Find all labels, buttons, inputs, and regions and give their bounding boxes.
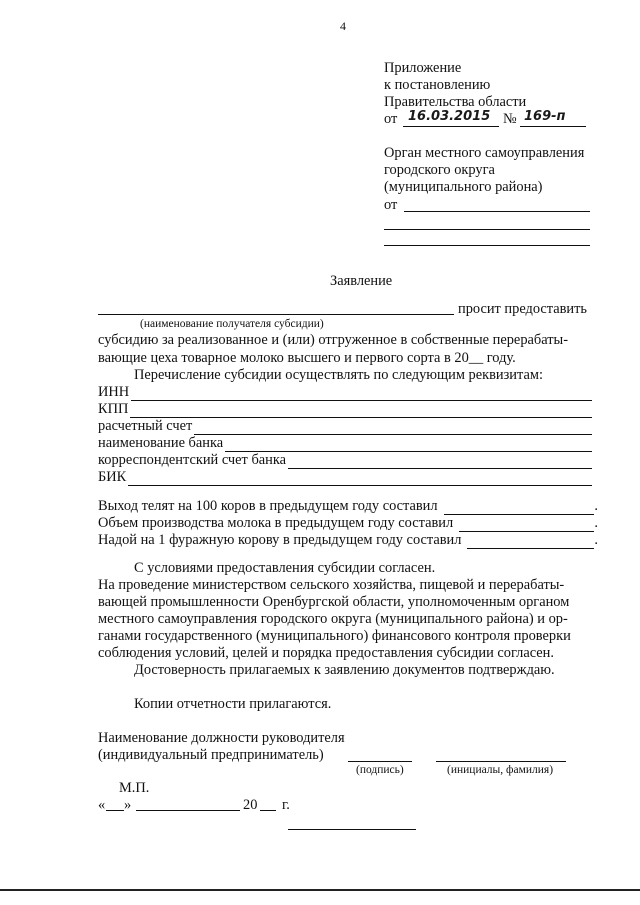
agreement-p2-line-1: На проведение министерством сельского хозяйства, пищевой и перерабаты- <box>98 577 565 593</box>
appendix-number-label: № <box>503 111 517 127</box>
appendix-from-label: от <box>384 111 398 127</box>
date-close-quote: » <box>124 797 132 813</box>
requisite-label: наименование банка <box>98 435 224 451</box>
indicator-fill-line <box>444 502 595 515</box>
requisite-fill-line <box>131 388 592 401</box>
appendix-line-1: Приложение <box>384 60 462 76</box>
agreement-line-4: Копии отчетности прилагаются. <box>134 696 332 712</box>
signature-title-line-2: (индивидуальный предприниматель) <box>98 747 324 763</box>
page-bottom-border <box>0 889 640 891</box>
document-title: Заявление <box>330 273 393 289</box>
recipient-name-line <box>98 314 454 315</box>
indicator-text: Объем производства молока в предыдущем году составил <box>98 515 454 531</box>
appendix-date: 16.03.2015 <box>408 109 491 124</box>
indicator-calves <box>98 498 598 515</box>
requisite-label: корреспондентский счет банка <box>98 452 287 468</box>
agreement-line-3: Достоверность прилагаемых к заявлению документов подтверждаю. <box>134 662 555 678</box>
indicator-text: Выход телят на 100 коров в предыдущем году составил <box>98 498 438 514</box>
appendix-number: 169-п <box>524 109 566 124</box>
agreement-p2-line-5: соблюдения условий, целей и порядка предоставления субсидии согласен. <box>98 645 554 661</box>
intro-requests: просит предоставить <box>458 301 587 317</box>
requisite-bank-name <box>98 435 592 452</box>
requisite-label: БИК <box>98 469 127 485</box>
requisite-inn <box>98 384 592 401</box>
requisite-label: расчетный счет <box>98 418 193 434</box>
date-open-quote: « <box>98 797 106 813</box>
agreement-p2-line-2: вающей промышленности Оренбургской области, уполномоченным органом <box>98 594 570 610</box>
requisite-label: ИНН <box>98 384 130 400</box>
page-number: 4 <box>340 19 346 33</box>
requisite-corr-account <box>98 452 592 469</box>
appendix-number-line <box>520 126 586 127</box>
recipient-line-1: Орган местного самоуправления <box>384 145 585 161</box>
indicator-end: . <box>594 515 598 531</box>
intro-line-2: субсидию за реализованное и (или) отгруженное в собственные перерабаты- <box>98 332 568 348</box>
signature-line <box>348 761 412 762</box>
indicator-end: . <box>594 498 598 514</box>
requisite-fill-line <box>130 405 592 418</box>
stamp-label: М.П. <box>119 780 150 796</box>
bottom-blank-line <box>288 829 416 830</box>
appendix-date-line <box>403 126 499 127</box>
recipient-from-line <box>404 211 590 212</box>
recipient-from-label: от <box>384 197 398 213</box>
requisite-account <box>98 418 592 435</box>
indicator-milk-volume <box>98 515 598 532</box>
indicator-end: . <box>594 532 598 548</box>
signature-title-line-1: Наименование должности руководителя <box>98 730 345 746</box>
agreement-p2-line-4: ганами государственного (муниципального) финансового контроля проверки <box>98 628 571 644</box>
recipient-line-3: (муниципального района) <box>384 179 543 195</box>
date-day-line <box>106 810 124 811</box>
date-month-line <box>136 810 240 811</box>
agreement-line-1: С условиями предоставления субсидии согласен. <box>134 560 436 576</box>
recipient-caption: (наименование получателя субсидии) <box>140 318 324 330</box>
date-year-prefix: 20 <box>243 797 258 813</box>
requisite-fill-line <box>194 422 592 435</box>
date-year-suffix: г. <box>282 797 290 813</box>
date-year-line <box>260 810 276 811</box>
requisite-fill-line <box>128 473 592 486</box>
appendix-line-2: к постановлению <box>384 77 491 93</box>
requisite-fill-line <box>288 456 592 469</box>
recipient-line-2: городского округа <box>384 162 495 178</box>
indicator-text: Надой на 1 фуражную корову в предыдущем году составил <box>98 532 462 548</box>
appendix-line-3: Правительства области <box>384 94 527 110</box>
requisite-bik <box>98 469 592 486</box>
agreement-p2-line-3: местного самоуправления городского округа (муниципального района) и ор- <box>98 611 568 627</box>
indicator-fill-line <box>459 519 594 532</box>
signature-caption: (подпись) <box>356 764 404 776</box>
name-caption: (инициалы, фамилия) <box>447 764 554 776</box>
intro-line-3: вающие цеха товарное молоко высшего и первого сорта в 20__ году. <box>98 350 516 366</box>
name-line <box>436 761 566 762</box>
requisite-fill-line <box>225 439 592 452</box>
requisite-label: КПП <box>98 401 129 417</box>
indicator-milk-yield <box>98 532 598 549</box>
requisites-heading: Перечисление субсидии осуществлять по следующим реквизитам: <box>134 367 543 383</box>
recipient-line-blank-1 <box>384 229 590 230</box>
requisite-kpp <box>98 401 592 418</box>
recipient-line-blank-2 <box>384 245 590 246</box>
indicator-fill-line <box>467 536 594 549</box>
